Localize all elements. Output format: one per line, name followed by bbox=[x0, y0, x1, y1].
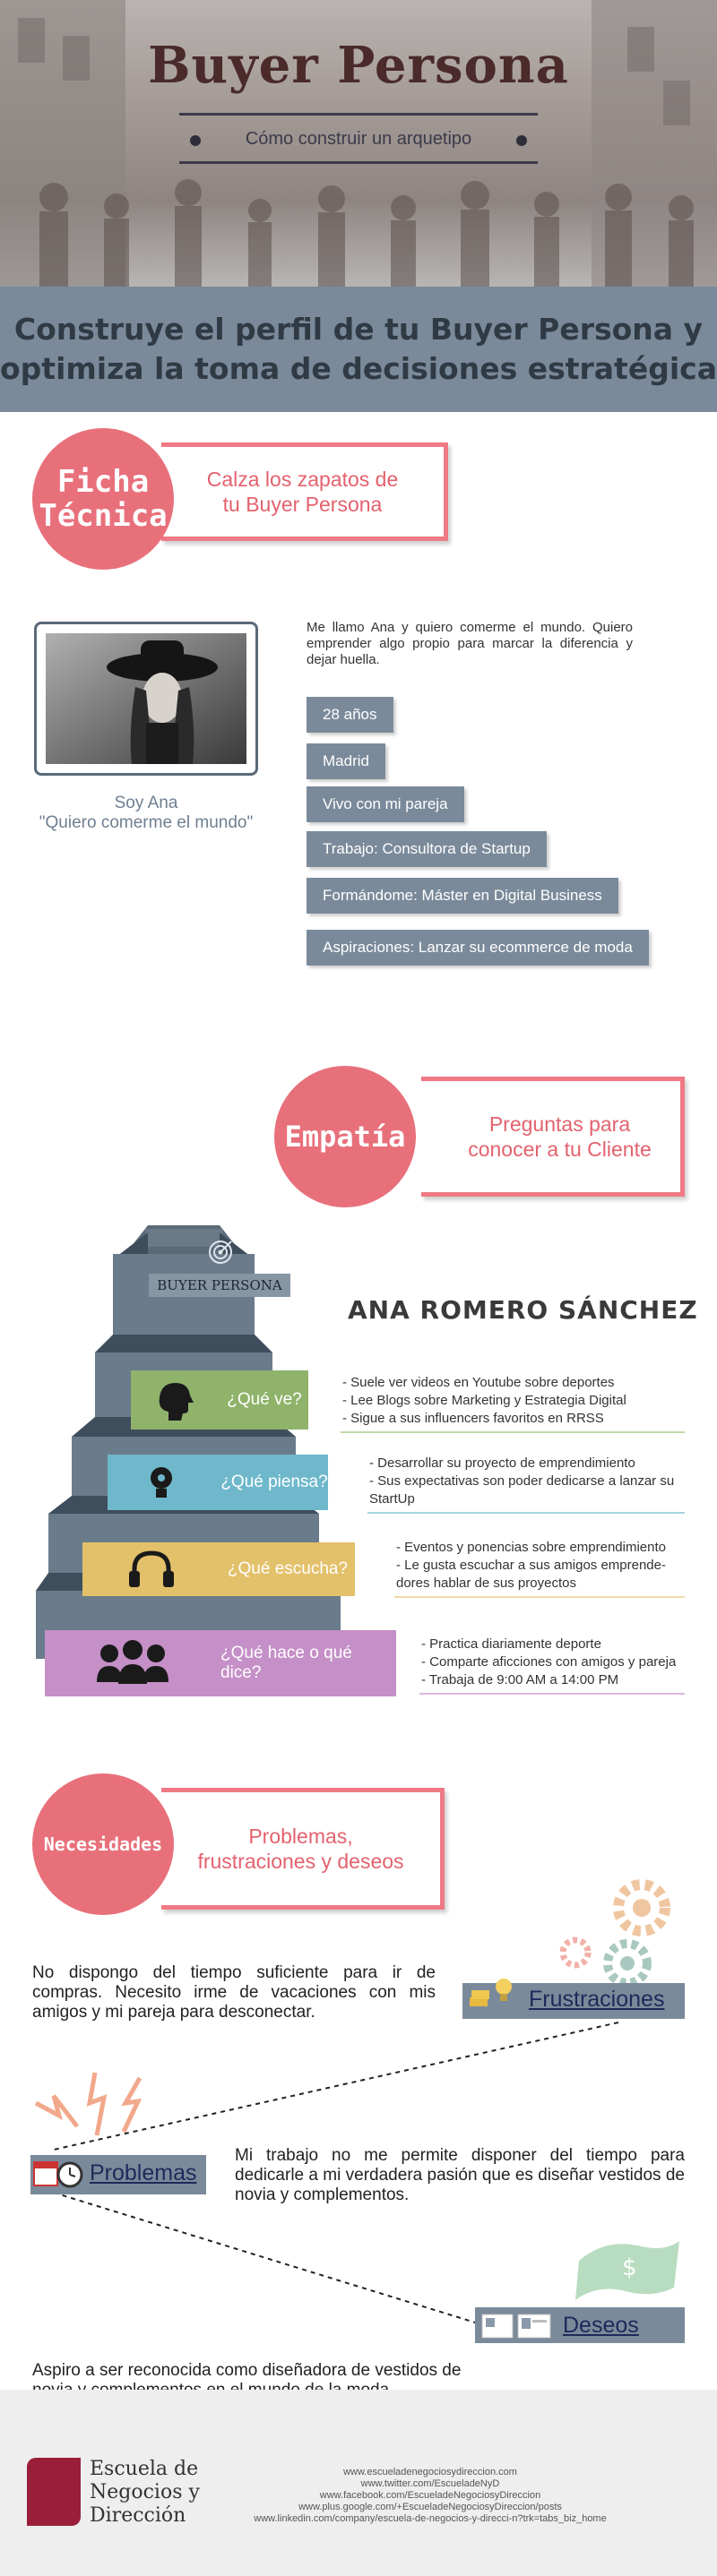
underline-hace bbox=[419, 1693, 685, 1695]
section-circle-empatia bbox=[274, 1066, 416, 1207]
bullets-ve bbox=[342, 1374, 626, 1428]
frustraciones-label: Frustraciones bbox=[529, 1987, 665, 2012]
necesidades-circle-label: Necesidades bbox=[43, 1833, 163, 1855]
step-label-ve: ¿Qué ve? bbox=[220, 1370, 308, 1430]
empatia-tag-line-2: conocer a tu Cliente bbox=[468, 1138, 652, 1161]
deseos-label: Deseos bbox=[563, 2313, 639, 2338]
footer-link-googleplus[interactable]: www.plus.google.com/+EscueladeNegociosyDireccion/posts bbox=[298, 2502, 562, 2512]
underline-escucha bbox=[394, 1596, 685, 1598]
footer-link-website[interactable]: www.escueladenegociosydireccion.com bbox=[343, 2467, 517, 2477]
ficha-circle-line-1: Ficha bbox=[56, 464, 150, 500]
bullet-item: - Desarrollar su proyecto de emprendimiento bbox=[369, 1455, 635, 1471]
footer-link-facebook[interactable]: www.facebook.com/EscueladeNegociosyDireccion bbox=[319, 2490, 541, 2501]
headphones-icon bbox=[82, 1542, 220, 1596]
problemas-label: Problemas bbox=[90, 2160, 197, 2185]
pyramid-top-label: BUYER PERSONA bbox=[149, 1274, 290, 1297]
deseos-text: Aspiro a ser reconocida como diseñadora de vestidos de bbox=[32, 2361, 462, 2380]
empatia-tag-line-1: Preguntas para bbox=[488, 1112, 631, 1136]
calendar-clock-icon bbox=[32, 2157, 86, 2191]
section-circle-necesidades bbox=[32, 1773, 174, 1915]
profile-pill-age: 28 años bbox=[307, 697, 393, 733]
step-label-escucha: ¿Qué escucha? bbox=[220, 1542, 355, 1596]
target-icon bbox=[208, 1240, 233, 1265]
step-label-piensa: ¿Qué piensa? bbox=[220, 1455, 328, 1510]
bullet-item: - Le gusta escuchar a sus amigos emprende- bbox=[396, 1558, 666, 1573]
bullets-escucha bbox=[396, 1539, 666, 1593]
section-tag-ficha bbox=[161, 442, 448, 541]
bullet-item: - Trabaja de 9:00 AM a 14:00 PM bbox=[421, 1672, 619, 1687]
bullet-item: dores hablar de sus proyectos bbox=[396, 1576, 576, 1591]
step-icon-box-escucha bbox=[82, 1542, 220, 1596]
headline-line-2: optimiza la toma de decisiones estratégica bbox=[0, 351, 717, 386]
woman-with-hat-illustration bbox=[46, 633, 246, 764]
svg-text:$: $ bbox=[622, 2254, 637, 2281]
page-title: Buyer Persona bbox=[148, 36, 569, 95]
problemas-text: Mi trabajo no me permite disponer del tiempo para dedicarle a mi verdadera pasión que es diseñar vestidos de novia y complementos. bbox=[235, 2146, 685, 2204]
underline-piensa bbox=[367, 1512, 685, 1514]
bullet-item: - Practica diariamente deporte bbox=[421, 1636, 601, 1652]
footer-link-twitter[interactable]: www.twitter.com/EscueladeNyD bbox=[360, 2478, 500, 2489]
profile-pill-living: Vivo con mi pareja bbox=[307, 786, 464, 822]
persona-full-name: ANA ROMERO SÁNCHEZ bbox=[348, 1295, 698, 1325]
empatia-circle-label: Empatía bbox=[284, 1120, 406, 1154]
title-divider-bottom bbox=[179, 161, 538, 164]
headline-banner bbox=[0, 287, 717, 412]
bullets-piensa bbox=[369, 1455, 674, 1508]
profile-quote: "Quiero comerme el mundo" bbox=[39, 813, 254, 832]
bullet-item: StartUp bbox=[369, 1491, 415, 1507]
section-tag-empatia bbox=[421, 1077, 685, 1197]
section-circle-ficha bbox=[32, 428, 174, 570]
bullet-item: - Suele ver videos en Youtube sobre deportes bbox=[342, 1375, 615, 1390]
footer-links bbox=[224, 2467, 636, 2525]
logo-line-3: Dirección bbox=[90, 2504, 186, 2527]
ficha-tag-line-2: tu Buyer Persona bbox=[222, 493, 383, 516]
section-tag-necesidades bbox=[161, 1788, 445, 1910]
page-subtitle: Cómo construir un arquetipo bbox=[245, 129, 472, 149]
school-logo-text bbox=[90, 2458, 200, 2528]
footer-link-linkedin[interactable]: www.linkedin.com/company/escuela-de-negocios-y-direcci-n?trk=tabs_biz_home bbox=[254, 2513, 607, 2524]
underline-ve bbox=[341, 1431, 685, 1433]
hero-header bbox=[0, 0, 717, 287]
profile-pill-city: Madrid bbox=[307, 743, 385, 779]
lightbulb-gear-icon bbox=[108, 1455, 220, 1510]
profile-photo-frame bbox=[34, 622, 258, 776]
profile-intro: Me llamo Ana y quiero comerme el mundo. Quiero emprender algo propio para marcar la diferencia y dejar huella. bbox=[307, 620, 633, 667]
banknote-icon bbox=[570, 2234, 687, 2306]
ficha-tag-line-1: Calza los zapatos de bbox=[206, 468, 399, 491]
necesidades-tag-line-1: Problemas, bbox=[248, 1825, 353, 1848]
profile-pill-work: Trabajo: Consultora de Startup bbox=[307, 831, 547, 867]
bullet-item: - Sigue a sus influencers favoritos en RRSS bbox=[342, 1411, 604, 1426]
title-divider-top bbox=[179, 113, 538, 116]
bullets-hace bbox=[421, 1636, 676, 1689]
bullet-item: - Comparte aficciones con amigos y pareja bbox=[421, 1654, 677, 1670]
people-group-icon bbox=[45, 1630, 220, 1696]
headline-line-1: Construye el perfil de tu Buyer Persona y bbox=[13, 312, 704, 347]
step-icon-box-ve bbox=[131, 1370, 220, 1430]
profile-caption bbox=[25, 794, 267, 833]
necesidades-tag-line-2: frustraciones y deseos bbox=[197, 1850, 404, 1873]
bullet-item: - Eventos y ponencias sobre emprendimiento bbox=[396, 1540, 666, 1555]
profile-pill-study: Formándome: Máster en Digital Business bbox=[307, 878, 618, 914]
profile-name: Soy Ana bbox=[114, 794, 178, 812]
school-logo-icon bbox=[27, 2458, 81, 2526]
bullet-dot-right bbox=[516, 135, 527, 146]
bullet-item: - Sus expectativas son poder dedicarse a lanzar su bbox=[369, 1473, 675, 1489]
profile-photo bbox=[46, 633, 246, 764]
step-label-hace: ¿Qué hace o qué dice? bbox=[220, 1630, 396, 1696]
profile-pill-aspirations: Aspiraciones: Lanzar su ecommerce de moda bbox=[307, 930, 649, 966]
logo-line-1: Escuela de bbox=[90, 2458, 199, 2480]
ficha-circle-line-2: Técnica bbox=[39, 498, 168, 534]
logo-line-2: Negocios y bbox=[90, 2481, 200, 2503]
id-card-icon bbox=[479, 2309, 556, 2341]
bullet-item: - Lee Blogs sobre Marketing y Estrategia Digital bbox=[342, 1393, 626, 1408]
frustraciones-text: No dispongo del tiempo suficiente para ir de compras. Necesito irme de vacaciones con mis amigos y mi pareja para desconectar. bbox=[32, 1963, 436, 2022]
step-icon-box-hace bbox=[45, 1630, 220, 1696]
step-icon-box-piensa bbox=[108, 1455, 220, 1510]
head-profile-icon bbox=[131, 1370, 220, 1430]
headline bbox=[0, 310, 717, 389]
